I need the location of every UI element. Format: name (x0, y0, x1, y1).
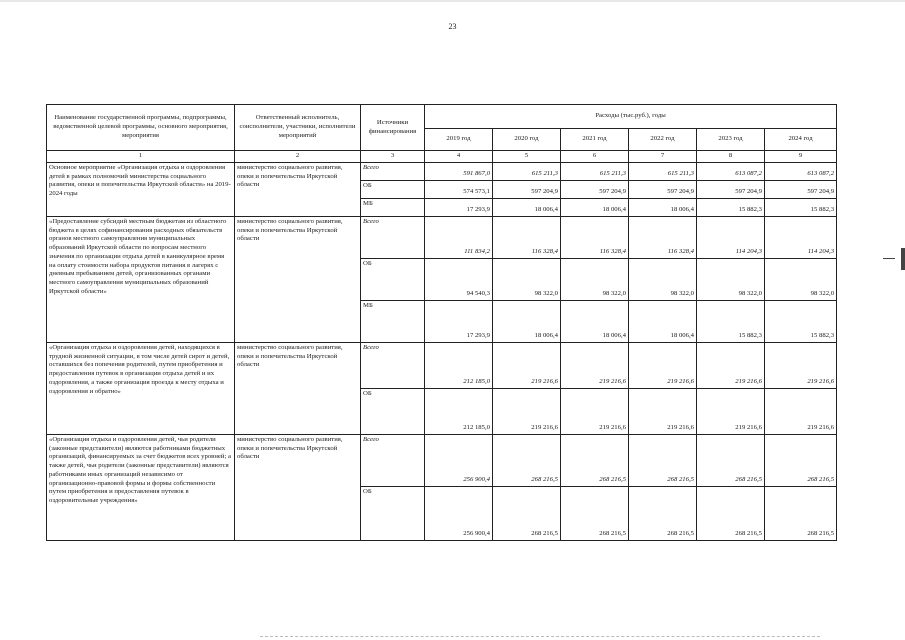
amount-cell: 268 216,5 (493, 487, 561, 541)
scan-top-edge (0, 0, 905, 2)
amount-cell: 597 204,9 (629, 181, 697, 199)
header-source-column: Источники финансирования (361, 105, 425, 151)
funding-source: Всего (361, 217, 425, 259)
amount-cell: 219 216,6 (697, 343, 765, 389)
table-row (47, 163, 837, 181)
amount-cell: 18 006,4 (629, 199, 697, 217)
amount-cell: 18 006,4 (561, 301, 629, 343)
amount-cell: 268 216,5 (697, 435, 765, 487)
column-number-row (47, 151, 837, 163)
amount-cell: 597 204,9 (561, 181, 629, 199)
column-number: 7 (629, 151, 697, 163)
table-row (47, 343, 837, 389)
funding-source: МБ (361, 301, 425, 343)
header-year: 2023 год (697, 129, 765, 151)
funding-source: ОБ (361, 487, 425, 541)
amount-cell: 18 006,4 (493, 199, 561, 217)
funding-source: ОБ (361, 389, 425, 435)
funding-source: ОБ (361, 259, 425, 301)
amount-cell: 597 204,9 (697, 181, 765, 199)
amount-cell: 591 867,0 (425, 163, 493, 181)
amount-cell: 212 185,0 (425, 343, 493, 389)
amount-cell: 15 882,3 (765, 301, 837, 343)
header-year: 2024 год (765, 129, 837, 151)
amount-cell: 18 006,4 (493, 301, 561, 343)
amount-cell: 17 293,9 (425, 199, 493, 217)
column-number: 2 (235, 151, 361, 163)
amount-cell: 219 216,6 (561, 389, 629, 435)
amount-cell: 219 216,6 (697, 389, 765, 435)
measure-responsible: министерство социального развития, опеки и попечительства Иркутской области (235, 343, 361, 435)
column-number: 3 (361, 151, 425, 163)
amount-cell: 15 882,3 (697, 199, 765, 217)
page-number: 23 (448, 22, 457, 31)
amount-cell: 219 216,6 (765, 389, 837, 435)
amount-cell: 17 293,9 (425, 301, 493, 343)
amount-cell: 114 204,3 (697, 217, 765, 259)
column-number: 9 (765, 151, 837, 163)
amount-cell: 574 573,1 (425, 181, 493, 199)
amount-cell: 219 216,6 (561, 343, 629, 389)
amount-cell: 219 216,6 (629, 389, 697, 435)
amount-cell: 212 185,0 (425, 389, 493, 435)
amount-cell: 268 216,5 (629, 435, 697, 487)
amount-cell: 615 211,3 (561, 163, 629, 181)
column-number: 5 (493, 151, 561, 163)
amount-cell: 615 211,3 (493, 163, 561, 181)
amount-cell: 219 216,6 (493, 389, 561, 435)
amount-cell: 613 087,2 (697, 163, 765, 181)
scan-side-tick (883, 258, 895, 259)
header-year: 2020 год (493, 129, 561, 151)
amount-cell: 613 087,2 (765, 163, 837, 181)
amount-cell: 15 882,3 (765, 199, 837, 217)
measure-name: «Организация отдыха и оздоровления детей, чьи родители (законные представители) являются работниками бюджетных организаций, финансируемых за счет бюджетов всех уровней; а также детей, чьи родители (законные представители) являются работниками иных организаций независимо от организационно-правовой формы и формы собственности путем приобретения и предоставления путевок в оздоровительные учреждения» (47, 435, 235, 541)
amount-cell: 256 900,4 (425, 435, 493, 487)
funding-source: Всего (361, 343, 425, 389)
measure-responsible: министерство социального развития, опеки и попечительства Иркутской области (235, 217, 361, 343)
column-number: 6 (561, 151, 629, 163)
amount-cell: 111 834,2 (425, 217, 493, 259)
amount-cell: 116 328,4 (561, 217, 629, 259)
amount-cell: 219 216,6 (629, 343, 697, 389)
amount-cell: 615 211,3 (629, 163, 697, 181)
amount-cell: 268 216,5 (629, 487, 697, 541)
budget-table (46, 104, 837, 541)
amount-cell: 219 216,6 (765, 343, 837, 389)
header-year: 2022 год (629, 129, 697, 151)
amount-cell: 94 540,3 (425, 259, 493, 301)
column-number: 4 (425, 151, 493, 163)
amount-cell: 268 216,5 (493, 435, 561, 487)
funding-source: Всего (361, 435, 425, 487)
measure-name: «Организация отдыха и оздоровления детей, находящихся в трудной жизненной ситуации, в том числе детей сирот и детей, оставшихся без попечения родителей, путем приобретения и предоставления путевок в организации отдыха детей и их оздоровления, а также организация проезда к месту отдыха и оздоровления и обратно» (47, 343, 235, 435)
header-year: 2019 год (425, 129, 493, 151)
header-year: 2021 год (561, 129, 629, 151)
amount-cell: 116 328,4 (629, 217, 697, 259)
measure-responsible: министерство социального развития, опеки и попечительства Иркутской области (235, 435, 361, 541)
measure-name: Основное мероприятие «Организация отдыха и оздоровления детей в рамках полномочий министерства социального развития, опеки и попечительства Иркутской области» на 2019-2024 годы (47, 163, 235, 217)
table-row (47, 435, 837, 487)
scan-side-mark (901, 248, 905, 270)
measure-responsible: министерство социального развития, опеки и попечительства Иркутской области (235, 163, 361, 217)
scan-bottom-edge (260, 636, 820, 640)
amount-cell: 256 900,4 (425, 487, 493, 541)
amount-cell: 116 328,4 (493, 217, 561, 259)
amount-cell: 219 216,6 (493, 343, 561, 389)
amount-cell: 268 216,5 (765, 487, 837, 541)
column-number: 8 (697, 151, 765, 163)
funding-source: МБ (361, 199, 425, 217)
header-expenses: Расходы (тыс.руб.), годы (425, 105, 837, 129)
amount-cell: 268 216,5 (561, 435, 629, 487)
amount-cell: 18 006,4 (561, 199, 629, 217)
amount-cell: 98 322,0 (493, 259, 561, 301)
column-number: 1 (47, 151, 235, 163)
table-row (47, 217, 837, 259)
amount-cell: 597 204,9 (493, 181, 561, 199)
header-name-column: Наименование государственной программы, подпрограммы, ведомственной целевой программы, основного мероприятия, мероприятия (47, 105, 235, 151)
header-responsible-column: Ответственный исполнитель, соисполнители, участники, исполнители мероприятий (235, 105, 361, 151)
amount-cell: 98 322,0 (765, 259, 837, 301)
amount-cell: 98 322,0 (697, 259, 765, 301)
amount-cell: 98 322,0 (629, 259, 697, 301)
amount-cell: 98 322,0 (561, 259, 629, 301)
amount-cell: 268 216,5 (697, 487, 765, 541)
funding-source: Всего (361, 163, 425, 181)
amount-cell: 114 204,3 (765, 217, 837, 259)
amount-cell: 597 204,9 (765, 181, 837, 199)
measure-name: «Предоставление субсидий местным бюджетам из областного бюджета в целях софинансирования расходных обязательств органов местного самоуправления муниципальных образований Иркутской области по вопросам местного значения по организации отдыха детей в каникулярное время на оплату стоимости набора продуктов питания в лагерях с дневным пребыванием детей, организованных органами местного самоуправления муниципальных образований Иркутской области» (47, 217, 235, 343)
amount-cell: 15 882,3 (697, 301, 765, 343)
amount-cell: 18 006,4 (629, 301, 697, 343)
amount-cell: 268 216,5 (561, 487, 629, 541)
amount-cell: 268 216,5 (765, 435, 837, 487)
funding-source: ОБ (361, 181, 425, 199)
